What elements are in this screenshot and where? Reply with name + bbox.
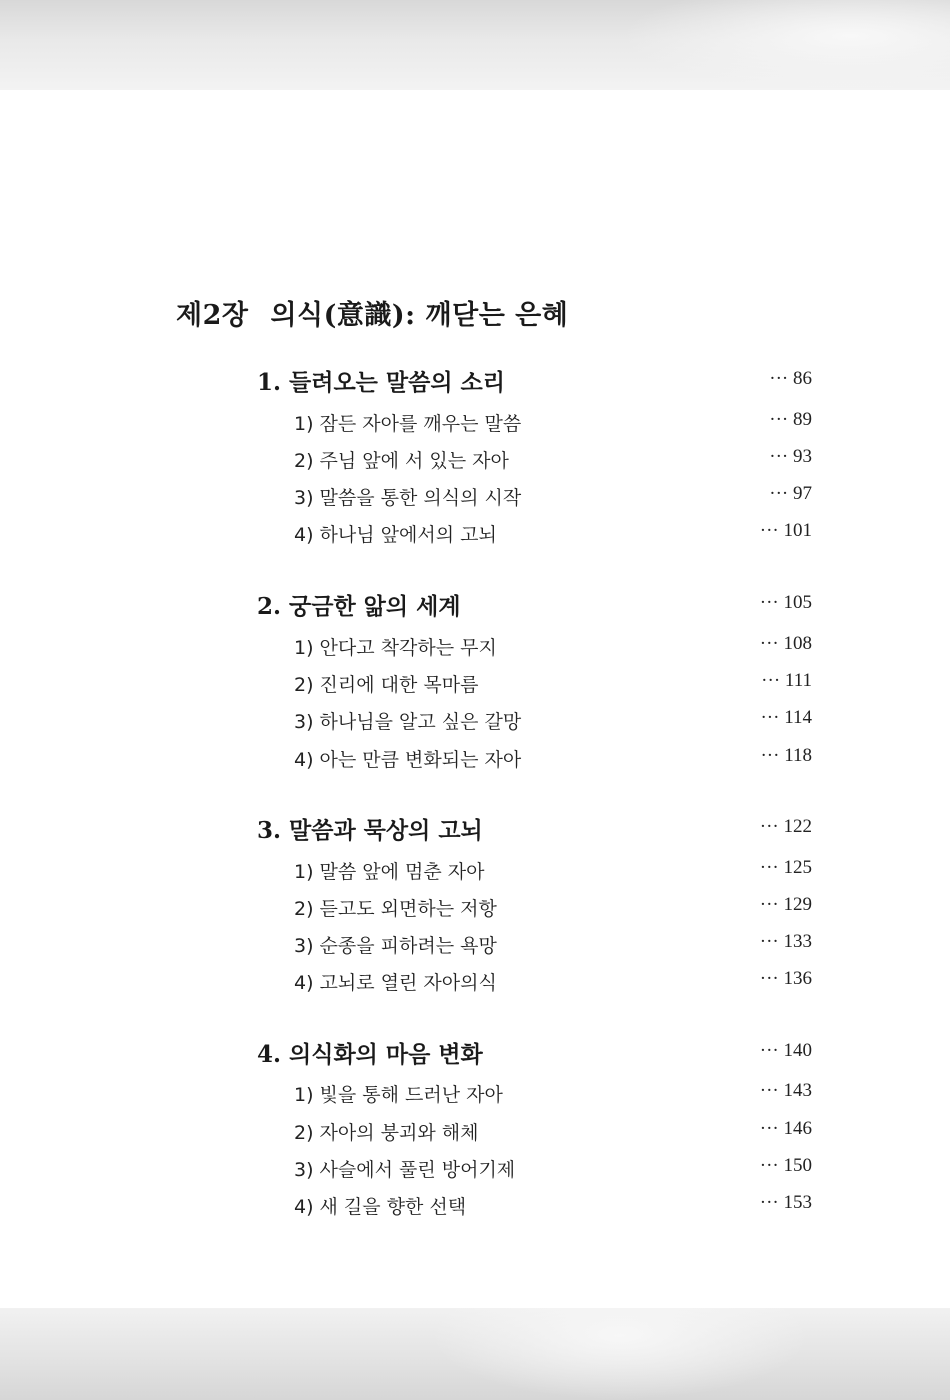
section-title: 4. 의식화의 마음 변화	[257, 1041, 483, 1068]
item-title: 3) 말씀을 통한 의식의 시작	[294, 487, 522, 509]
item-title: 2) 진리에 대한 목마름	[294, 674, 479, 696]
item-page-number: ··· 143	[759, 1080, 812, 1101]
item-title: 1) 빛을 통해 드러난 자아	[294, 1084, 503, 1106]
item-page-number: ··· 118	[760, 745, 812, 766]
item-title: 4) 새 길을 향한 선택	[294, 1196, 467, 1218]
item-title: 3) 하나님을 알고 싶은 갈망	[294, 711, 522, 733]
item-title: 1) 잠든 자아를 깨우는 말씀	[294, 413, 522, 435]
section-title: 1. 들려오는 말씀의 소리	[257, 369, 505, 396]
item-page-number: ··· 111	[761, 670, 812, 691]
item-title: 3) 순종을 피하려는 욕망	[294, 935, 497, 957]
chapter-heading	[176, 293, 568, 332]
section-page-number: ··· 140	[759, 1040, 812, 1061]
section-title: 2. 궁금한 앎의 세계	[257, 593, 461, 620]
item-title: 2) 주님 앞에 서 있는 자아	[294, 450, 509, 472]
section-page-number: ··· 105	[759, 592, 812, 613]
item-page-number: ··· 101	[759, 520, 812, 541]
item-title: 2) 자아의 붕괴와 해체	[294, 1122, 479, 1144]
item-title: 4) 하나님 앞에서의 고뇌	[294, 524, 497, 546]
item-page-number: ··· 89	[769, 409, 812, 430]
item-title: 3) 사슬에서 풀린 방어기제	[294, 1159, 516, 1181]
section-title: 3. 말씀과 묵상의 고뇌	[257, 817, 483, 844]
item-title: 1) 안다고 착각하는 무지	[294, 637, 497, 659]
item-title: 4) 아는 만큼 변화되는 자아	[294, 749, 522, 771]
item-page-number: ··· 153	[759, 1192, 812, 1213]
item-page-number: ··· 133	[759, 931, 812, 952]
item-title: 4) 고뇌로 열린 자아의식	[294, 972, 497, 994]
item-page-number: ··· 108	[759, 633, 812, 654]
chapter-title-text: 의식(意識): 깨닫는 은혜	[270, 300, 569, 331]
item-page-number: ··· 136	[759, 968, 812, 989]
section-page-number: ··· 86	[769, 368, 812, 389]
item-page-number: ··· 114	[760, 707, 812, 728]
item-page-number: ··· 150	[759, 1155, 812, 1176]
item-page-number: ··· 93	[769, 446, 812, 467]
section-page-number: ··· 122	[759, 816, 812, 837]
item-page-number: ··· 146	[759, 1118, 812, 1139]
item-page-number: ··· 129	[759, 894, 812, 915]
item-title: 1) 말씀 앞에 멈춘 자아	[294, 861, 485, 883]
chapter-number: 제2장	[176, 300, 249, 331]
item-page-number: ··· 125	[759, 857, 812, 878]
bottom-decorative-band	[0, 1308, 950, 1400]
top-decorative-band	[0, 0, 950, 90]
item-title: 2) 듣고도 외면하는 저항	[294, 898, 497, 920]
item-page-number: ··· 97	[769, 483, 812, 504]
